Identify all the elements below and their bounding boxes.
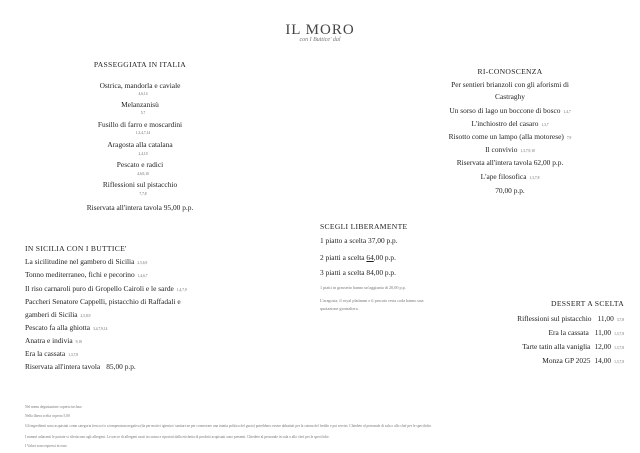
footer-note-2: Nella libera scelta coperto 5,00 bbox=[25, 414, 70, 418]
riconoscenza-price: 70,00 p.p. bbox=[495, 186, 525, 195]
passeggiata-allergens-2: 5,7 bbox=[140, 111, 146, 115]
passeggiata-title: PASSEGGIATA IN ITALIA bbox=[93, 60, 187, 69]
sicilia-price: Riservata all'intera tavola 85,00 p.p. bbox=[25, 362, 136, 371]
sicilia-title: IN SICILIA CON I BUTTICE' bbox=[25, 244, 127, 253]
sicilia-item-5: gamberi di Sicilia 2,5,8,9 bbox=[25, 310, 91, 319]
riconoscenza-item-5: Riservata all'intera tavola 62,00 p.p. bbox=[456, 158, 564, 167]
dessert-item-4: Monza GP 2025 14,00 1,3,7,8 bbox=[542, 356, 624, 365]
footer-note-3: Gli ingredienti sono acquistati come categoria fresca e/o a temperatura negativa (da per motivi igienico/ sanitari ne per conservare una intatta politica del gusto) potrebbero essere abbattuti per la catena del freddo e poi servizi. Chiedete al personale di sala o allo chef per le specifiche. bbox=[25, 424, 432, 428]
riconoscenza-item-4: Il convivio 1,3,7,9,10 bbox=[485, 145, 535, 154]
sicilia-item-1: La sicilitudine nel gambero di Sicilia 2,5,6,9 bbox=[25, 257, 148, 266]
dessert-title: DESSERT A SCELTA bbox=[551, 299, 624, 308]
passeggiata-item-2: Melanzanisù bbox=[121, 100, 159, 109]
passeggiata-allergens-3: 1,3,4,7,14 bbox=[135, 131, 151, 135]
logo-subtitle: con I Buttice' dal bbox=[299, 37, 341, 43]
passeggiata-item-4: Aragosta alla catalana bbox=[107, 140, 173, 149]
scegli-title: SCEGLI LIBERAMENTE bbox=[320, 222, 408, 231]
scegli-note: 1 piatti in grassetto hanno un'aggiunta di 20,00 p.p. bbox=[320, 285, 406, 290]
sicilia-item-8: Era la cassata 1,3,7,8 bbox=[25, 349, 79, 358]
dessert-item-2: Era la cassata 11,00 1,3,7,8 bbox=[548, 328, 624, 337]
passeggiata-item-3: Fusillo di farro e moscardini bbox=[97, 120, 183, 129]
sicilia-item-7: Anatra e indivia 9,10 bbox=[25, 336, 82, 345]
riconoscenza-item-3: Risotto come un lampo (alla motorese) 7,9 bbox=[448, 132, 572, 141]
sicilia-item-4: Paccheri Senatore Cappelli, pistacchio di Raffadali e bbox=[25, 297, 181, 306]
logo-title: IL MORO bbox=[285, 22, 355, 38]
riconoscenza-title: RI-CONOSCENZA bbox=[477, 67, 543, 76]
passeggiata-allergens-4: 2,4,10 bbox=[138, 152, 148, 156]
sicilia-item-6: Pescato fa alla ghiotta 3,4,7,9,14 bbox=[25, 323, 108, 332]
riconoscenza-item-6: L'ape filosofica 1,3,7,8 bbox=[480, 172, 540, 181]
scegli-option-1: 1 piatto a scelta 37,00 p.p. bbox=[320, 236, 398, 245]
passeggiata-allergens-6: 7,7,8 bbox=[139, 192, 147, 196]
sicilia-item-2: Tonno mediterraneo, fichi e pecorino 1,4,6,7 bbox=[25, 270, 148, 279]
dessert-item-1: Riflessioni sul pistacchio 11,00 3,7,8 bbox=[517, 314, 624, 323]
passeggiata-price: Riservata all'intera tavola 95,00 p.p. bbox=[86, 203, 194, 212]
footer-note-4: I numeri adiacenti le portate si riferiscono agli allergeni. Le tracce di allergeni usati in cucina e riportati dalla etichetta di prodotti acquistati sono presenti. Chiedete al personale in sala o allo chef per le specifiche. bbox=[25, 435, 330, 439]
logo bbox=[0, 22, 640, 43]
riconoscenza-subtitle: Per sentieri brianzoli con gli aforismi di bbox=[451, 80, 569, 89]
scegli-option-3: 3 piatti a scelta 84,00 p.p. bbox=[320, 268, 396, 277]
scegli-note-2: L'aragosta, il royal platinum e il pescato resta coda hanno una bbox=[320, 298, 424, 303]
riconoscenza-item-2: L'inchiostro del casaro 1,3,7 bbox=[471, 119, 549, 128]
passeggiata-allergens-1: 4,6,14 bbox=[138, 92, 148, 96]
scegli-note-3: quotazione giornaliera. bbox=[320, 306, 359, 311]
footer-note-1: Nel menu degustazione coperto incluso bbox=[25, 405, 82, 409]
passeggiata-allergens-5: 4,6,9,10 bbox=[137, 172, 149, 176]
footer-note-5: I Valori sono espressi in euro bbox=[25, 444, 67, 448]
passeggiata-item-5: Pescato e radici bbox=[116, 160, 164, 169]
sicilia-item-3: Il riso carnaroli puro di Gropello Cairoli e le sarde 1,4,7,9 bbox=[25, 284, 187, 293]
dessert-item-3: Tarte tatin alla vaniglia 12,00 1,3,7,8 bbox=[522, 342, 624, 351]
passeggiata-item-6: Riflessioni sul pistacchio bbox=[102, 180, 178, 189]
passeggiata-item-1: Ostrica, mandorla e caviale bbox=[99, 81, 181, 90]
scegli-option-2: 2 piatti a scelta 64,00 p.p. bbox=[320, 253, 396, 262]
riconoscenza-subtitle-2: Castraghy bbox=[495, 92, 525, 101]
riconoscenza-item-1: Un sorso di lago un boccone di bosco 1,4,7 bbox=[449, 106, 571, 115]
